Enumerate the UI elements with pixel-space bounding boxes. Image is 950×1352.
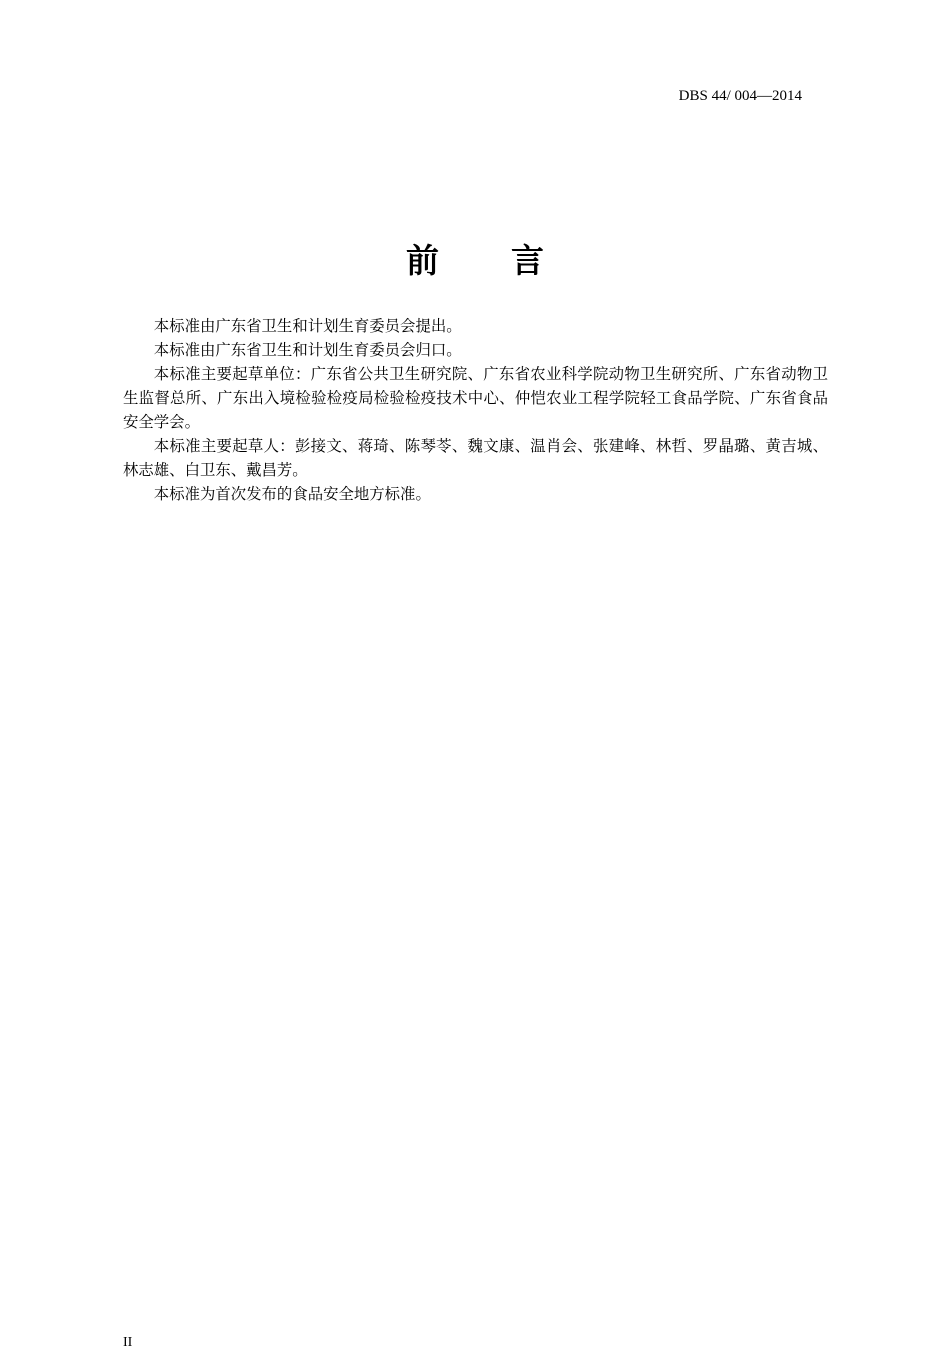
page-title: 前言 xyxy=(406,241,616,281)
foreword-body xyxy=(123,314,828,506)
paragraph-drafting-units: 本标准主要起草单位：广东省公共卫生研究院、广东省农业科学院动物卫生研究所、广东省动物卫生监督总所、广东出入境检验检疫局检验检疫技术中心、仲恺农业工程学院轻工食品学院、广东省食品安全学会。 xyxy=(123,365,828,431)
paragraph-proposer: 本标准由广东省卫生和计划生育委员会提出。 xyxy=(153,317,462,335)
page-number: II xyxy=(123,1335,133,1350)
paragraph-administrator: 本标准由广东省卫生和计划生育委员会归口。 xyxy=(153,341,462,359)
paragraph-first-release: 本标准为首次发布的食品安全地方标准。 xyxy=(153,485,431,503)
document-code: DBS 44/ 004—2014 xyxy=(678,88,802,104)
paragraph-drafters: 本标准主要起草人：彭接文、蒋琦、陈琴苓、魏文康、温肖会、张建峰、林哲、罗晶璐、黄吉城、林志雄、白卫东、戴昌芳。 xyxy=(123,437,828,479)
